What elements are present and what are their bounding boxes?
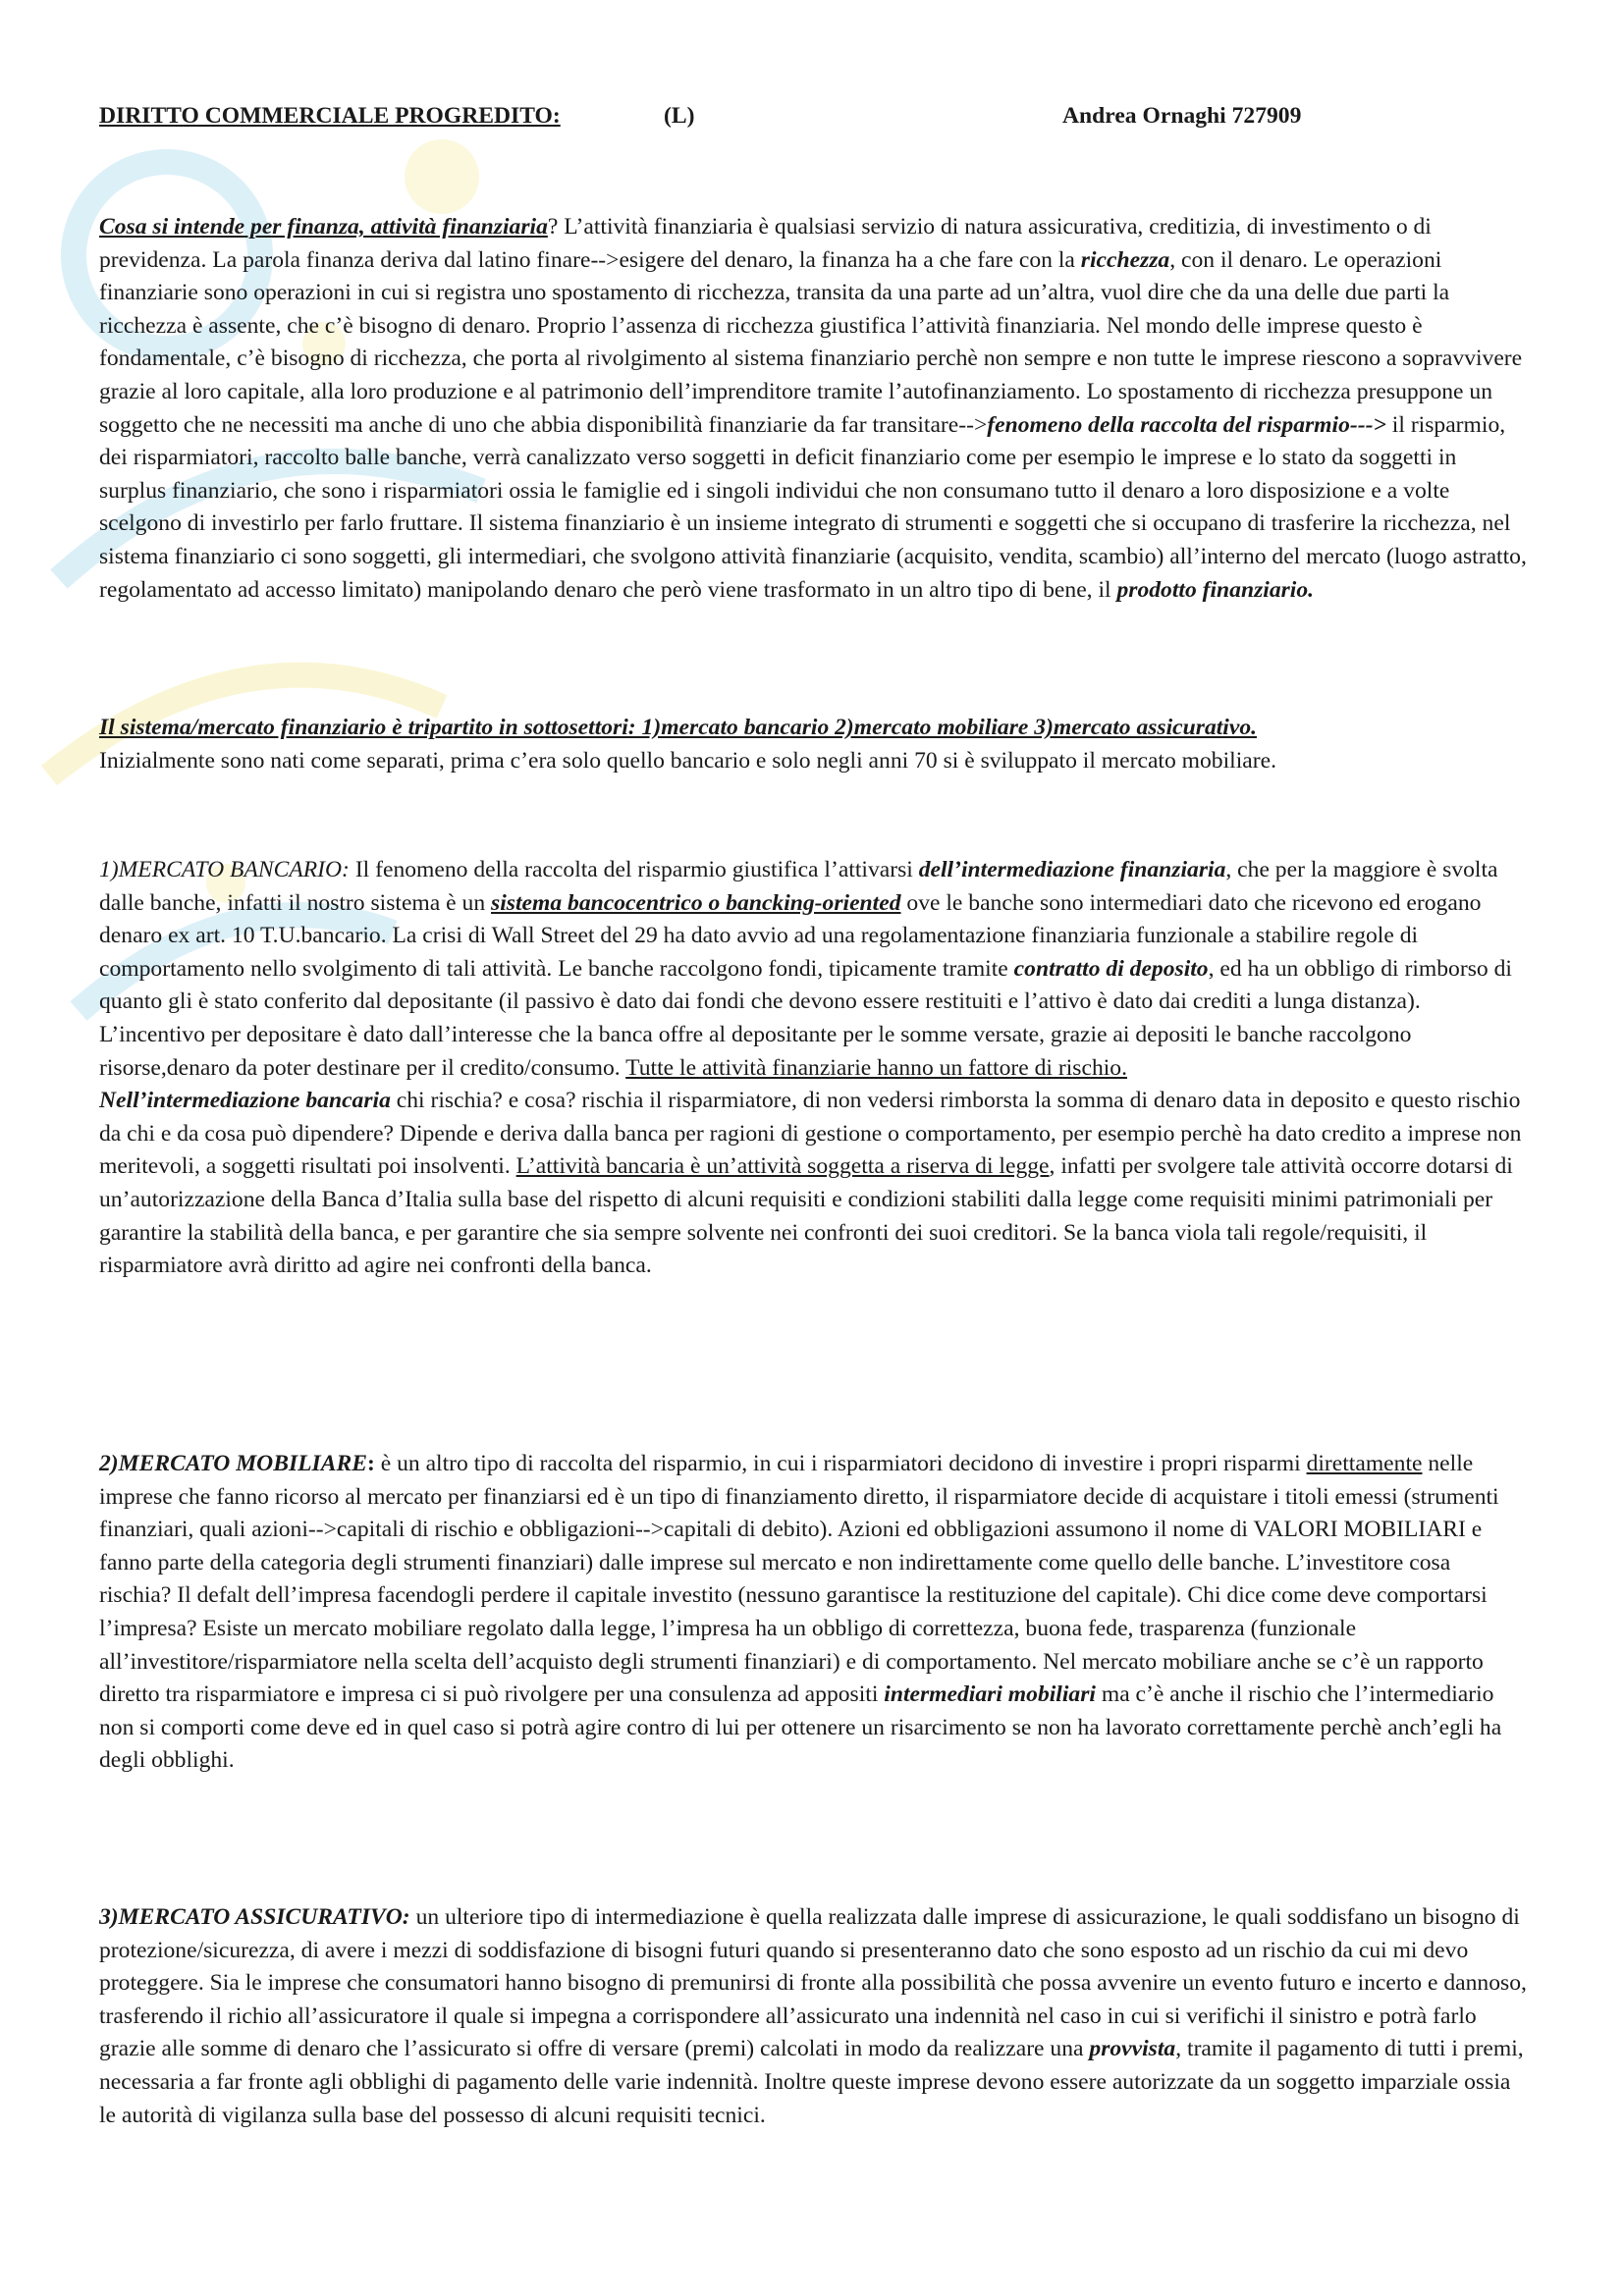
bancario-text-3: ove le banche sono intermediari dato che ricevono ed erogano denaro ex art. 10 T.U.bancario. La crisi di Wall Street del 29 ha dato avvio ad una regolamentazione finanziaria funzionale a stabilire regole di comportamento nello svolgimento di tali attività. Le banche raccolgono fondi, tipicamente tramite	[99, 889, 1482, 982]
intermediari-mobiliari-term: intermediari mobiliari	[884, 1682, 1096, 1708]
prodotto-finanziario-term: prodotto finanziario.	[1116, 576, 1315, 603]
intro-text-2: , con il denaro. Le operazioni finanziarie sono operazioni in cui si registra uno spostamento di ricchezza, transita da una parte ad un’altra, vuol dire che da una delle due parti la ricchezza è assente, che c’è bisogno di denaro. Proprio l’assenza di ricchezza giustifica l’attività finanziaria. Nel mondo delle imprese questo è fondamentale, c’è bisogno di ricchezza, che porta al rivolgimento al sistema finanziario perchè non sempre e non tutte le imprese riescono a sopravvivere grazie al loro capitale, alla loro produzione e al patrimonio dell’imprenditore tramite l’autofinanziamento. Lo spostamento di ricchezza presuppone un soggetto che ne necessiti ma anche di uno che abbia disponibilità finanziarie da far transitare-->	[99, 246, 1523, 438]
bancario-text-1: Il fenomeno della raccolta del risparmio giustifica l’attivarsi	[349, 857, 919, 882]
intermediazione-bancaria-term: Nell’intermediazione bancaria	[99, 1088, 391, 1114]
assicurativo-text-2: , tramite il pagamento di tutti i premi, necessaria a far fronte agli obblighi di pagamento delle varie indennità. Inoltre queste imprese devono essere autorizzate da un soggetto imparziale ossia le autorità di vigilanza sulla base del possesso di alcuni requisiti tecnici.	[99, 2036, 1524, 2128]
intro-paragraph	[99, 211, 1528, 607]
bancario-text-2: , che per la maggiore è svolta dalle banche, infatti il nostro sistema è un	[99, 857, 1498, 916]
bancario-paragraph	[99, 854, 1528, 1283]
intro-text-3: il risparmio, dei risparmiatori, raccolto balle banche, verrà canalizzato verso soggetti in deficit finanziario come per esempio le imprese e lo stato da soggetti in surplus finanziario, che sono i risparmiatori ossia le famiglie ed i singoli individui che non consumano tutto il denaro a loro disposizione e a volte scelgono di investirlo per farlo fruttare. Il sistema finanziario è un insieme integrato di strumenti e soggetti che si occupano di trasferire la ricchezza, nel sistema finanziario ci sono soggetti, gli intermediari, che svolgono attività finanziarie (acquisito, vendita, scambio) all’interno del mercato (luogo astratto, regolamentato ad accesso limitato) manipolando denaro che però viene trasformato in un altro tipo di bene, il	[99, 411, 1527, 603]
provvista-term: provvista	[1089, 2036, 1176, 2062]
assicurativo-paragraph	[99, 1901, 1528, 2132]
bancario-text-6: , infatti per svolgere tale attività occorre dotarsi di un’autorizzazione della Banca d’Italia sulla base del rispetto di alcuni requisiti e condizioni stabiliti dalla legge come requisiti minimi patrimoniali per garantire la stabilità della banca, e per garantire che sia sempre solvente nei confronti dei suoi creditori. Se la banca viola tali regole/requisiti, il risparmiatore avrà diritto ad agire nei confronti della banca.	[99, 1153, 1513, 1279]
mobiliare-text-2: nelle imprese che fanno ricorso al mercato per finanziarsi ed è un tipo di finanziamento diretto, il risparmiatore decide di acquistare i titoli emessi (strumenti finanziari, quali azioni-->capitali di rischio e obbligazioni-->capitali di debito). Azioni ed obbligazioni assumono il nome di VALORI MOBILIARI e fanno parte della categoria degli strumenti finanziari) dalle imprese sul mercato e non indirettamente come quello delle banche. L’investitore cosa rischia? Il defalt dell’impresa facendogli perdere il capitale investito (nessuno garantisce la restituzione del capitale). Chi dice come deve comportarsi l’impresa? Esiste un mercato mobiliare regolato dalla legge, l’impresa ha un obbligo di correttezza, buona fede, trasparenza (funzionale all’investitore/risparmiatore nella scelta dell’acquisto degli strumenti finanziari) e di comportamento. Nel mercato mobiliare anche se c’è un rapporto diretto tra risparmiatore e impresa ci si può rivolgere per una consulenza ad appositi	[99, 1451, 1499, 1708]
mobiliare-heading-colon: :	[366, 1451, 375, 1476]
rischio-statement: Tutte le attività finanziarie hanno un fattore di rischio.	[625, 1054, 1127, 1081]
document-title-suffix: (L)	[664, 103, 695, 129]
tripartition-section	[99, 712, 1528, 777]
mobiliare-paragraph	[99, 1448, 1528, 1778]
bancario-heading: 1)MERCATO BANCARIO:	[99, 857, 350, 882]
intermediazione-finanziaria-term: dell’intermediazione finanziaria	[918, 857, 1226, 882]
tripartition-heading	[99, 712, 1528, 745]
bancario-text-4: , ed ha un obbligo di rimborso di quanto gli è stato conferito dal depositante (il passivo è dato dai fondi che devono essere restituiti e l’attivo è dato dai crediti a lunga distanza). L’incentivo per depositare è dato dall’interesse che la banca offre al depositante per le somme versate, grazie ai depositi le banche raccolgono risorse,denaro da poter destinare per il credito/consumo.	[99, 955, 1512, 1081]
tripartition-heading-text: Il sistema/mercato finanziario è tripartito in sottosettori: 1)mercato bancario 2)mercato mobiliare 3)mercato assicurativo.	[99, 715, 1258, 740]
intro-section	[99, 211, 1528, 607]
intro-text-1: ? L’attività finanziaria è qualsiasi servizio di natura assicurativa, creditizia, di investimento o di previdenza. La parola finanza deriva dal latino finare-->esigere del denaro, la finanza ha a che fare con la	[99, 214, 1432, 273]
mobiliare-text-1: è un altro tipo di raccolta del risparmio, in cui i risparmiatori decidono di investire i propri risparmi	[374, 1451, 1307, 1476]
assicurativo-text-1: un ulteriore tipo di intermediazione è quella realizzata dalle imprese di assicurazione, le quali soddisfano un bisogno di protezione/sicurezza, di avere i mezzi di soddisfazione di bisogni futuri quando si presenteranno dato che sono esposto ad un rischio da cui mi devo proteggere. Sia le imprese che consumatori hanno bisogno di premunirsi di fronte alla possibilità che possa avvenire un evento futuro e incerto e dannoso, trasferendo il richio all’assicuratore il quale si impegna a corrispondere all’assicurato una indennità nel caso in cui si verifichi il sinistro e potrà farlo grazie alle somme di denaro che l’assicurato si offre di versare (premi) calcolati in modo da realizzare una	[99, 1904, 1527, 2062]
document-header	[99, 100, 1376, 135]
intro-question: Cosa si intende per finanza, attività finanziaria	[99, 214, 548, 240]
fenomeno-raccolta-term: fenomeno della raccolta del risparmio--->	[987, 411, 1386, 438]
document-title: DIRITTO COMMERCIALE PROGREDITO:	[99, 103, 561, 129]
author-name: Andrea Ornaghi 727909	[1062, 103, 1302, 129]
mercato-assicurativo-section	[99, 1901, 1528, 2132]
mobiliare-heading: 2)MERCATO MOBILIARE	[99, 1451, 367, 1476]
mercato-bancario-section	[99, 854, 1528, 1283]
mercato-mobiliare-section	[99, 1448, 1528, 1778]
riserva-di-legge-statement: L’attività bancaria è un’attività soggetta a riserva di legge	[515, 1153, 1050, 1180]
contratto-deposito-term: contratto di deposito	[1013, 955, 1209, 982]
mobiliare-text-3: ma c’è anche il rischio che l’intermediario non si comporti come deve ed in quel caso si potrà agire contro di lui per ottenere un risarcimento se non ha lavorato correttamente perchè anch’egli ha degli obblighi.	[99, 1682, 1502, 1774]
sistema-bancocentrico-term: sistema bancocentrico o bancking-oriented	[491, 889, 901, 916]
tripartition-text: Inizialmente sono nati come separati, prima c’era solo quello bancario e solo negli anni 70 si è sviluppato il mercato mobiliare.	[99, 747, 1276, 774]
direttamente-term: direttamente	[1306, 1451, 1423, 1476]
assicurativo-heading: 3)MERCATO ASSICURATIVO:	[99, 1904, 410, 1930]
ricchezza-term: ricchezza	[1080, 246, 1170, 273]
bancario-text-5: chi rischia? e cosa? rischia il risparmiatore, di non vedersi rimborsta la somma di denaro data in deposito e questo rischio da chi e da cosa può dipendere? Dipende e deriva dalla banca per ragioni di gestione o comportamento, per esempio perchè ha dato credito a imprese non meritevoli, a soggetti risultati poi insolventi.	[99, 1088, 1522, 1180]
